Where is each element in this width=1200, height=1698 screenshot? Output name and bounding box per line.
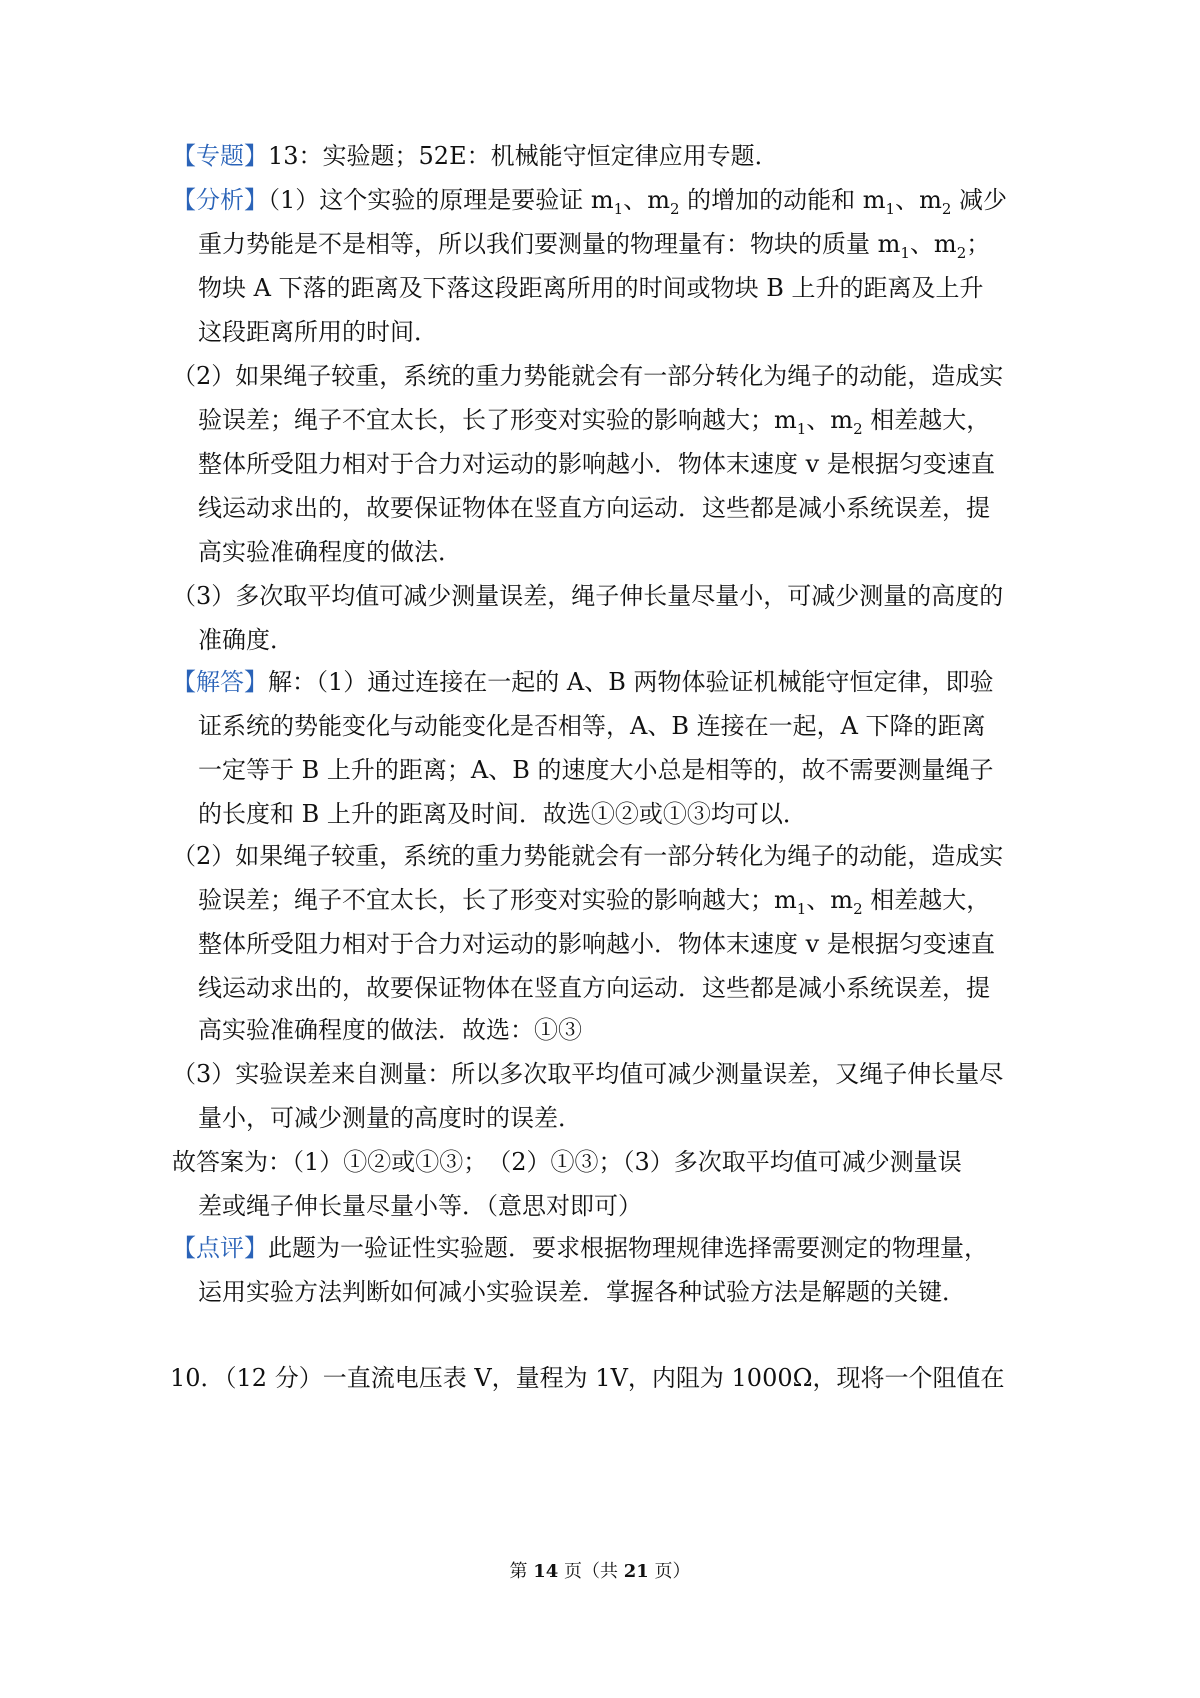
- topic-line: [172, 140, 779, 172]
- topic-text: 13：实验题；52E：机械能守恒定律应用专题．: [268, 142, 779, 170]
- text-run: 相差越大，: [862, 886, 991, 914]
- subscript: 2: [956, 244, 967, 262]
- analysis-line-11: 准确度．: [198, 626, 294, 654]
- solution-line-7: 整体所受阻力相对于合力对运动的影响越小．物体末速度 v 是根据匀变速直: [198, 930, 995, 958]
- footer-total-pages: 21: [623, 1561, 649, 1582]
- solution-line-3: 一定等于 B 上升的距离；A、B 的速度大小总是相等的，故不需要测量绳子: [198, 756, 994, 784]
- answer-line-2: 差或绳子伸长量尽量小等．（意思对即可）: [198, 1192, 642, 1220]
- subscript: 2: [853, 420, 863, 438]
- text-run: 验误差；绳子不宜太长，长了形变对实验的影响越大；m: [198, 406, 797, 434]
- tag-jieda: 【解答】: [172, 668, 268, 696]
- subscript: 2: [941, 200, 952, 218]
- subscript: 1: [613, 200, 624, 218]
- text-run: 解：（1）通过连接在一起的 A、B 两物体验证机械能守恒定律，即验: [268, 668, 994, 696]
- comment-line-1: [172, 1232, 988, 1264]
- text-run: 、m: [895, 186, 942, 214]
- text-run: 、m: [909, 230, 957, 258]
- text-run: 、m: [623, 186, 670, 214]
- subscript: 1: [885, 200, 896, 218]
- analysis-line-10: （3）多次取平均值可减少测量误差，绳子伸长量尽量小，可减少测量的高度的: [172, 582, 1004, 610]
- page-footer: [0, 1560, 1200, 1584]
- analysis-line-5: （2）如果绳子较重，系统的重力势能就会有一部分转化为绳子的动能，造成实: [172, 362, 1004, 390]
- solution-line-5: （2）如果绳子较重，系统的重力势能就会有一部分转化为绳子的动能，造成实: [172, 842, 1004, 870]
- analysis-line-7: 整体所受阻力相对于合力对运动的影响越小．物体末速度 v 是根据匀变速直: [198, 450, 995, 478]
- analysis-line-4: 这段距离所用的时间．: [198, 318, 438, 346]
- footer-page-number: 14: [533, 1561, 559, 1582]
- answer-line-1: 故答案为：（1）①②或①③； （2）①③；（3）多次取平均值可减少测量误: [172, 1148, 962, 1176]
- text-run: 重力势能是不是相等，所以我们要测量的物理量有：物块的质量 m: [198, 230, 901, 258]
- question-10-line: 10．（12 分）一直流电压表 V，量程为 1V，内阻为 1000Ω，现将一个阻值在: [170, 1364, 1005, 1392]
- solution-line-11: 量小，可减少测量的高度时的误差．: [198, 1104, 582, 1132]
- text-run: 此题为一验证性实验题．要求根据物理规律选择需要测定的物理量，: [268, 1234, 988, 1262]
- subscript: 2: [853, 900, 863, 918]
- footer-text: 页（共: [558, 1561, 624, 1582]
- solution-line-2: 证系统的势能变化与动能变化是否相等，A、B 连接在一起，A 下降的距离: [198, 712, 986, 740]
- subscript: 2: [669, 200, 680, 218]
- analysis-line-9: 高实验准确程度的做法．: [198, 538, 462, 566]
- tag-zhuanti: 【专题】: [172, 142, 268, 170]
- subscript: 1: [796, 420, 807, 438]
- text-run: 、m: [806, 886, 854, 914]
- text-run: 验误差；绳子不宜太长，长了形变对实验的影响越大；m: [198, 886, 797, 914]
- solution-line-4: 的长度和 B 上升的距离及时间．故选①②或①③均可以．: [198, 800, 807, 828]
- comment-line-2: 运用实验方法判断如何减小实验误差．掌握各种试验方法是解题的关键．: [198, 1278, 966, 1306]
- analysis-line-1: [172, 184, 1007, 216]
- footer-text: 第: [509, 1561, 534, 1582]
- solution-line-8: 线运动求出的，故要保证物体在竖直方向运动．这些都是减小系统误差，提: [198, 974, 990, 1002]
- text-run: 、m: [806, 406, 854, 434]
- analysis-line-3: 物块 A 下落的距离及下落这段距离所用的时间或物块 B 上升的距离及上升: [198, 274, 984, 302]
- text-run: 相差越大，: [862, 406, 991, 434]
- subscript: 1: [796, 900, 807, 918]
- subscript: 1: [900, 244, 910, 262]
- solution-line-9: 高实验准确程度的做法．故选：①③: [198, 1016, 582, 1044]
- analysis-line-6: [198, 404, 990, 436]
- text-run: 的增加的动能和 m: [679, 186, 886, 214]
- footer-text: 页）: [648, 1561, 691, 1582]
- text-run: ；: [966, 230, 991, 258]
- analysis-line-2: [198, 228, 990, 260]
- solution-line-6: [198, 884, 990, 916]
- solution-line-10: （3）实验误差来自测量：所以多次取平均值可减少测量误差，又绳子伸长量尽: [172, 1060, 1004, 1088]
- solution-line-1: [172, 666, 994, 698]
- tag-fenxi: 【分析】: [172, 186, 268, 214]
- text-run: （1）这个实验的原理是要验证 m: [268, 186, 614, 214]
- text-run: 减少: [951, 186, 1008, 214]
- tag-dianping: 【点评】: [172, 1234, 268, 1262]
- analysis-line-8: 线运动求出的，故要保证物体在竖直方向运动．这些都是减小系统误差，提: [198, 494, 990, 522]
